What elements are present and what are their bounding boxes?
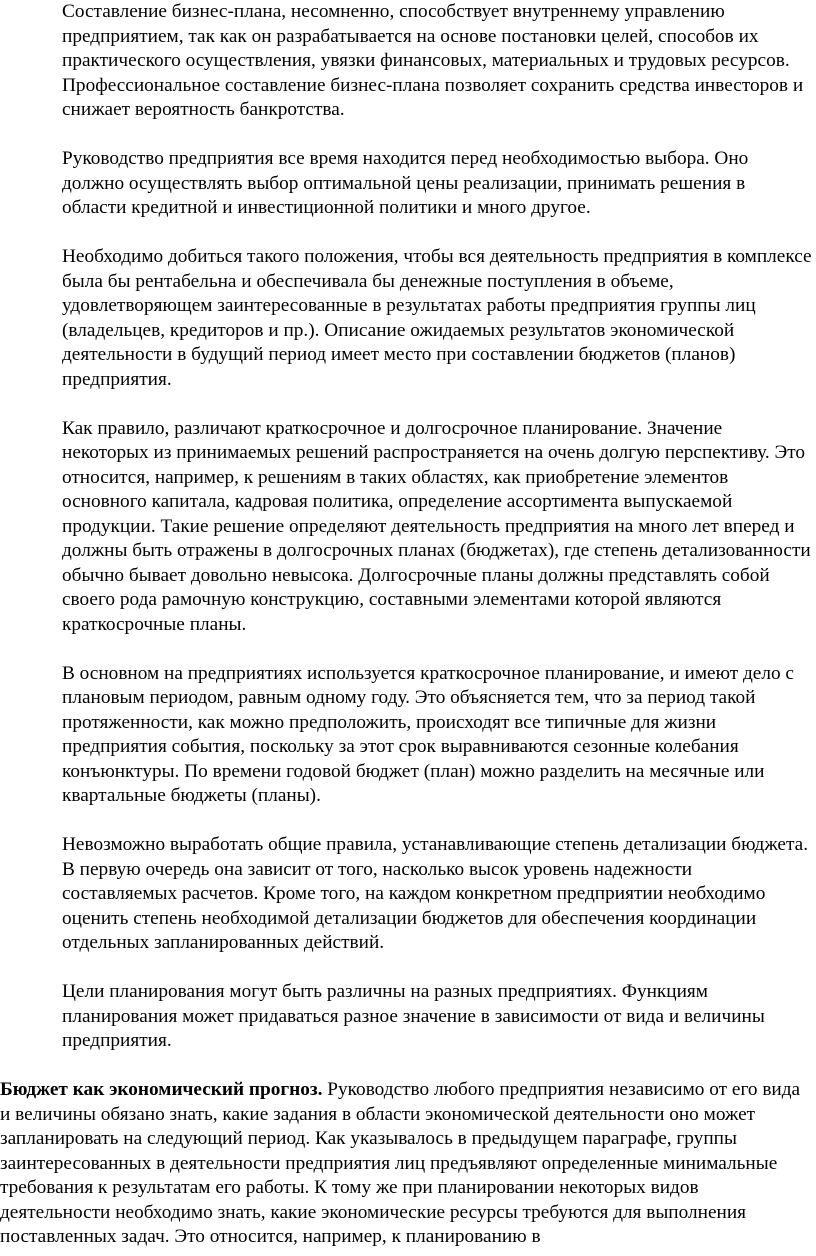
section-body-text: Руководство любого предприятия независимо от его вида и величины обязано знать, какие задания в области экономической деятельности оно может запланировать на следующий период. Как указывалось в предыдущем параграфе, группы заинтересованных в деятельности предприятия лиц предъявляют определенные минимальные требования к результатам его работы. К тому же при планировании некоторых видов деятельности необходимо знать, какие экономические ресурсы требуются для выполнения поставленных задач. Это относится, например, к планированию в xyxy=(0,1079,801,1247)
section-budget-forecast xyxy=(0,1078,816,1250)
paragraph-budget-detail: Невозможно выработать общие правила, устанавливающие степень детализации бюджета. В первую очередь она зависит от того, насколько высок уровень надежности составляемых расчетов. Кроме того, на каждом конкретном предприятии необходимо оценить степень необходимой детализации бюджетов для обеспечения координации отдельных запланированных действий. xyxy=(62,834,809,953)
paragraph-business-plan: Составление бизнес-плана, несомненно, способствует внутреннему управлению предприятием, так как он разрабатывается на основе постановки целей, способов их практического осуществления, увязки финансовых, материальных и трудовых ресурсов. Профессиональное составление бизнес-плана позволяет сохранить средства инвесторов и снижает вероятность банкротства. xyxy=(62,1,804,120)
paragraph-profitability: Необходимо добиться такого положения, чтобы вся деятельность предприятия в комплексе была бы рентабельна и обеспечивала бы денежные поступления в объеме, удовлетворяющем заинтересованные в результатах работы предприятия группы лиц (владельцев, кредиторов и пр.). Описание ожидаемых результатов экономической деятельности в будущий период имеет место при составлении бюджетов (планов) предприятия. xyxy=(62,246,812,390)
paragraph-short-term-planning: В основном на предприятиях используется краткосрочное планирование, и имеют дело с плановым периодом, равным одному году. Это объясняется тем, что за период такой протяженности, как можно предположить, происходят все типичные для жизни предприятия события, поскольку за этот срок выравниваются сезонные колебания конъюнктуры. По времени годовой бюджет (план) можно разделить на месячные или квартальные бюджеты (планы). xyxy=(62,662,794,806)
paragraph-planning-goals: Цели планирования могут быть различны на разных предприятиях. Функциям планирования может придаваться разное значение в зависимости от вида и величины предприятия. xyxy=(62,981,765,1051)
paragraph-management-choice: Руководство предприятия все время находится перед необходимостью выбора. Оно должно осуществлять выбор оптимальной цены реализации, принимать решения в области кредитной и инвестиционной политики и много другое. xyxy=(62,148,749,218)
section-heading-inline: Бюджет как экономический прогноз. xyxy=(0,1079,323,1100)
paragraph-planning-types: Как правило, различают краткосрочное и долгосрочное планирование. Значение некоторых из принимаемых решений распространяется на очень долгую перспективу. Это относится, например, к решениям в таких областях, как приобретение элементов основного капитала, кадровая политика, определение ассортимента выпускаемой продукции. Такие решение определяют деятельность предприятия на много лет вперед и должны быть отражены в долгосрочных планах (бюджетах), где степень детализованности обычно бывает довольно невысока. Долгосрочные планы должны представлять собой своего рода рамочную конструкцию, составными элементами которой являются краткосрочные планы. xyxy=(62,417,811,635)
